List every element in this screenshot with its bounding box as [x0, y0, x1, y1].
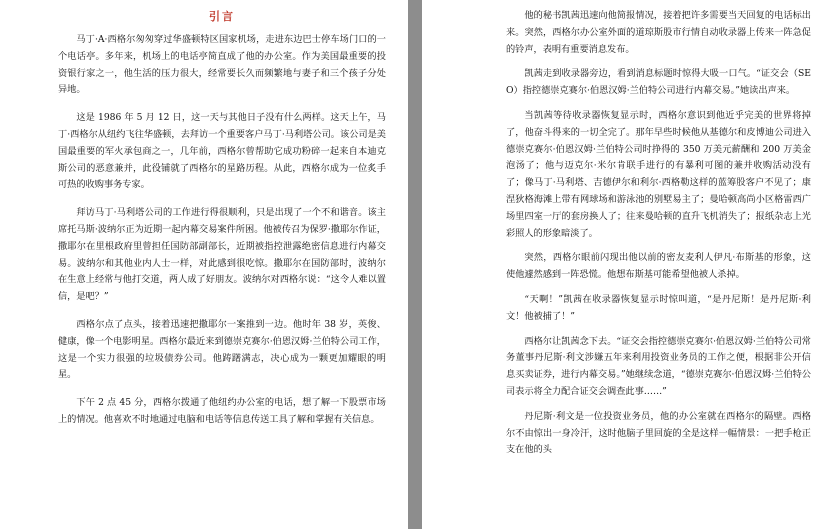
- page-title: 引言: [209, 10, 235, 23]
- paragraph: 他的秘书凯茜迅速向他简报情况，接着把许多需要当天回复的电话标出来。突然，西格尔办公室外面的道琼斯股市行情自动收录器上传来一阵急促的铃声，表明有重要消息发布。: [506, 10, 811, 55]
- paragraph: 丹尼斯·利文是一位投资业务员，他的办公室就在西格尔的隔壁。西格尔不由惊出一身冷汗，这时他脑子里回旋的全是这样一幅情景：一把手枪正支在他的头: [506, 410, 811, 456]
- paragraph: 西格尔让凯茜念下去。“证交会指控德崇克赛尔·伯恩汉姆·兰伯特公司常务董事丹尼斯·利文涉嫌五年来利用投资业务员的工作之便，根据非公开信息买卖证券，进行内幕交易。”她继续念道，“德崇克赛尔·伯恩汉姆·兰伯特公司表示将全力配合证交会调查此事……”: [506, 335, 811, 397]
- paragraph: 拜访马丁·马利塔公司的工作进行得很顺利，只是出现了一个不和谐音。该主席托马斯·波纳尔正为近期一起内幕交易案件所困。他被传召为保罗·撒耶尔作证，撒耶尔在里根政府里曾担任国防部副部长，近期被指控泄露绝密信息进行内幕交易。波纳尔和其他业内人士一样，对此感到很吃惊。撒耶尔在国防部时，波纳尔在生意上经常与他打交道，两人成了好朋友。波纳尔对西格尔说：“这令人难以置信，是吧？”: [58, 207, 386, 303]
- paragraph: 西格尔点了点头，接着迅速把撒耶尔一案推到一边。他时年 38 岁，英俊、健康，像一个电影明星。西格尔最近来到德崇克赛尔·伯恩汉姆·兰伯特公司工作，这是一个实力很强的垃圾债券公司。他踌躇满志，决心成为一颗更加耀眼的明星。: [58, 318, 386, 381]
- left-page: [0, 0, 408, 529]
- paragraph: “天啊！”凯茜在收录器恢复显示时惊叫道，“是丹尼斯！是丹尼斯·利文！他被捕了！”: [506, 293, 811, 322]
- paragraph: 马丁·A·西格尔匆匆穿过华盛顿特区国家机场，走进东边巴士停车场门口的一个电话亭。多年来，机场上的电话亭简直成了他的办公室。作为美国最重要的投资银行家之一，他生活的压力很大，经常要长久而频繁地与妻子和三个孩子分处异地。: [58, 34, 386, 96]
- paragraph: 下午 2 点 45 分，西格尔拨通了他纽约办公室的电话，想了解一下股票市场上的情况。他喜欢不时地通过电脑和电话等信息传送工具了解和掌握有关信息。: [58, 397, 386, 425]
- paragraph: 凯茜走到收录器旁边，看到消息标题时惊得大吸一口气。“证交会（SEO）指控德崇克赛尔·伯恩汉姆·兰伯特公司进行内幕交易。”她读出声来。: [506, 68, 811, 97]
- right-page: [422, 0, 833, 529]
- paragraph: 当凯茜等待收录器恢复显示时，西格尔意识到他近乎完美的世界将掉了，他奋斗得来的一切全完了。那年早些时候他从基德尔和皮博迪公司进入德崇克赛尔·伯恩汉姆·兰伯特公司时挣得的 350 万美元薪酬和 200 万美金泡汤了；他与迈克尔·米尔肯联手进行的有暴利可图的兼并收购活动没有了；像马丁·马利塔、吉德伊尔和利尔·西格勒这样的蓝筹股客户不见了；康涅狄格海滩上带有网球场和游泳池的别墅易主了；曼哈顿高尚小区格雷西广场里四室一厅的套房换人了；往来曼哈顿的直升飞机消失了；报纸杂志上光彩照人的形象暗淡了。: [506, 109, 811, 239]
- paragraph: 突然，西格尔眼前闪现出他以前的密友麦利人伊凡·布斯基的形象，这使他遽然感到一阵恐慌。他想布斯基可能希望他被人杀掉。: [506, 252, 811, 281]
- page-gutter: [408, 0, 422, 529]
- paragraph: 这是 1986 年 5 月 12 日，这一天与其他日子没有什么两样。这天上午，马丁·西格尔从纽约飞往华盛顿，去拜访一个重要客户马丁·马利塔公司。该公司是美国最重要的军火承包商之一，几年前，西格尔曾帮助它成功粉碎一起来自本迪克斯公司的恶意兼并，此役铺就了西格尔的星路历程。从此，西格尔成为一位炙手可热的收购事务专家。: [58, 112, 386, 191]
